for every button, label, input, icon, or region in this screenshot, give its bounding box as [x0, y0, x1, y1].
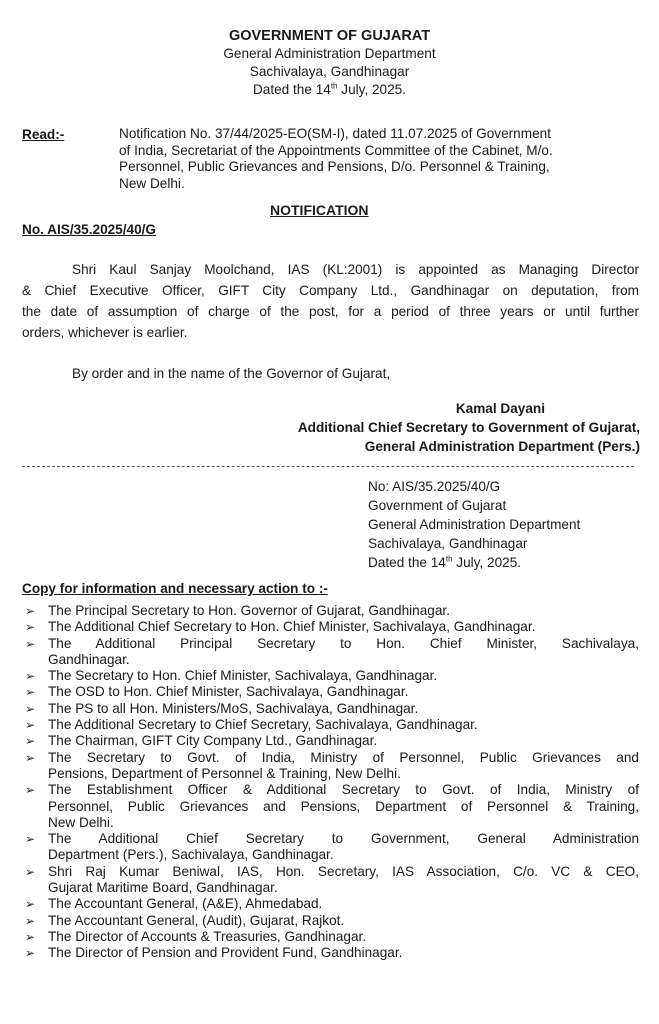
reference-number: No: AIS/35.2025/40/G — [368, 479, 501, 494]
recipient-line: The Additional Secretary to Chief Secretary, Sachivalaya, Gandhinagar. — [48, 717, 478, 733]
office-location: Sachivalaya, Gandhinagar — [249, 64, 410, 79]
reference-date-suffix: July, 2025. — [452, 555, 522, 570]
list-item — [22, 619, 639, 635]
recipient-line: The Establishment Officer & Additional Secretary to Govt. of India, Ministry of — [48, 782, 639, 798]
arrow-bullet-icon: ➢ — [25, 685, 36, 700]
read-line: of India, Secretariat of the Appointments Committee of the Cabinet, M/o. — [119, 142, 553, 158]
signatory-name: Kamal Dayani — [455, 401, 545, 416]
reference-date — [368, 553, 580, 572]
arrow-bullet-icon: ➢ — [25, 783, 36, 798]
arrow-bullet-icon: ➢ — [25, 734, 36, 749]
list-item — [22, 913, 639, 929]
arrow-bullet-icon: ➢ — [25, 718, 36, 733]
body-line: the date of assumption of charge of the post, for a period of three years or until further — [22, 304, 639, 319]
arrow-bullet-icon: ➢ — [25, 604, 36, 618]
recipient-line: The PS to all Hon. Ministers/MoS, Sachivalaya, Gandhinagar. — [48, 700, 419, 716]
letterhead — [0, 27, 659, 99]
arrow-bullet-icon: ➢ — [25, 636, 36, 651]
department-name: General Administration Department — [223, 46, 436, 61]
signatory-department: General Administration Department (Pers.) — [364, 439, 640, 454]
reference-government: Government of Gujarat — [368, 498, 507, 513]
arrow-bullet-icon: ➢ — [25, 897, 36, 912]
signatory-block — [200, 399, 640, 456]
recipient-line: The Additional Chief Secretary to Government, General Administration — [48, 831, 639, 847]
recipient-line: The Additional Chief Secretary to Hon. Chief Minister, Sachivalaya, Gandhinagar. — [48, 619, 536, 635]
notification-number: No. AIS/35.2025/40/G — [22, 222, 156, 237]
arrow-bullet-icon: ➢ — [25, 864, 36, 879]
list-item — [22, 929, 639, 945]
list-item — [22, 636, 639, 669]
list-item — [22, 733, 639, 749]
arrow-bullet-icon: ➢ — [25, 701, 36, 716]
list-item — [22, 717, 639, 733]
reference-department: General Administration Department — [368, 517, 581, 532]
recipient-line: Pensions, Department of Personnel & Training, New Delhi. — [48, 765, 401, 781]
body-line: & Chief Executive Officer, GIFT City Company Ltd., Gandhinagar on deputation, from — [22, 283, 639, 298]
arrow-bullet-icon: ➢ — [25, 946, 36, 961]
arrow-bullet-icon: ➢ — [25, 620, 36, 635]
by-order-text: By order and in the name of the Governor of Gujarat, — [72, 366, 391, 381]
list-item — [22, 896, 639, 912]
reference-date-prefix: Dated the 14 — [368, 555, 446, 570]
issue-date-suffix: July, 2025. — [337, 82, 407, 97]
recipient-line: The Director of Accounts & Treasuries, Gandhinagar. — [48, 928, 367, 944]
notification-title: NOTIFICATION — [270, 202, 369, 218]
list-item — [22, 603, 639, 619]
read-line: Personnel, Public Grievances and Pensions, D/o. Personnel & Training, — [119, 159, 550, 174]
recipient-line: The Principal Secretary to Hon. Governor of Gujarat, Gandhinagar. — [48, 603, 450, 618]
body-line: Shri Kaul Sanjay Moolchand, IAS (KL:2001) is appointed as Managing Director — [72, 262, 639, 277]
copy-heading: Copy for information and necessary action to :- — [22, 581, 328, 596]
recipient-line: Department (Pers.), Sachivalaya, Gandhinagar. — [48, 847, 334, 863]
recipient-line: The OSD to Hon. Chief Minister, Sachivalaya, Gandhinagar. — [48, 684, 409, 700]
recipient-line: The Secretary to Govt. of India, Ministry of Personnel, Public Grievances and — [48, 749, 639, 765]
notification-body — [22, 259, 639, 343]
signatory-designation: Additional Chief Secretary to Government of Gujarat, — [297, 420, 640, 435]
list-item — [22, 864, 639, 897]
issue-date — [0, 81, 659, 99]
recipient-line: The Accountant General, (A&E), Ahmedabad. — [48, 896, 323, 912]
read-reference — [119, 126, 641, 192]
arrow-bullet-icon: ➢ — [25, 913, 36, 928]
arrow-bullet-icon: ➢ — [25, 832, 36, 847]
list-item — [22, 701, 639, 717]
list-item — [22, 782, 639, 831]
list-item — [22, 750, 639, 783]
copy-recipient-list — [22, 603, 639, 962]
reference-date-sup: th — [445, 554, 453, 564]
recipient-line: The Director of Pension and Provident Fund, Gandhinagar. — [48, 945, 403, 961]
recipient-line: The Additional Principal Secretary to Hon. Chief Minister, Sachivalaya, — [48, 635, 639, 651]
recipient-line: The Chairman, GIFT City Company Ltd., Gandhinagar. — [48, 733, 378, 749]
dashed-divider — [22, 466, 634, 467]
arrow-bullet-icon: ➢ — [25, 929, 36, 944]
list-item — [22, 668, 639, 684]
list-item — [22, 684, 639, 700]
list-item — [22, 945, 639, 961]
read-line: Notification No. 37/44/2025-EO(SM-I), dated 11.07.2025 of Government — [119, 126, 551, 141]
read-label: Read:- — [22, 127, 65, 142]
government-name: GOVERNMENT OF GUJARAT — [228, 28, 431, 44]
recipient-line: Personnel, Public Grievances and Pensions, Department of Personnel & Training, — [48, 798, 639, 814]
read-line: New Delhi. — [119, 175, 185, 191]
recipient-line: Gandhinagar. — [48, 651, 130, 667]
recipient-line: Gujarat Maritime Board, Gandhinagar. — [48, 880, 278, 896]
arrow-bullet-icon: ➢ — [25, 669, 36, 684]
body-line: orders, whichever is earlier. — [22, 325, 188, 340]
recipient-line: The Secretary to Hon. Chief Minister, Sachivalaya, Gandhinagar. — [48, 668, 438, 684]
reference-block — [368, 477, 580, 572]
recipient-line: Shri Raj Kumar Beniwal, IAS, Hon. Secretary, IAS Association, C/o. VC & CEO, — [48, 863, 639, 879]
arrow-bullet-icon: ➢ — [25, 750, 36, 765]
reference-location: Sachivalaya, Gandhinagar — [368, 536, 528, 551]
recipient-line: New Delhi. — [48, 814, 114, 830]
recipient-line: The Accountant General, (Audit), Gujarat, Rajkot. — [48, 912, 345, 928]
list-item — [22, 831, 639, 864]
issue-date-sup: th — [330, 81, 338, 91]
issue-date-prefix: Dated the 14 — [252, 82, 331, 97]
